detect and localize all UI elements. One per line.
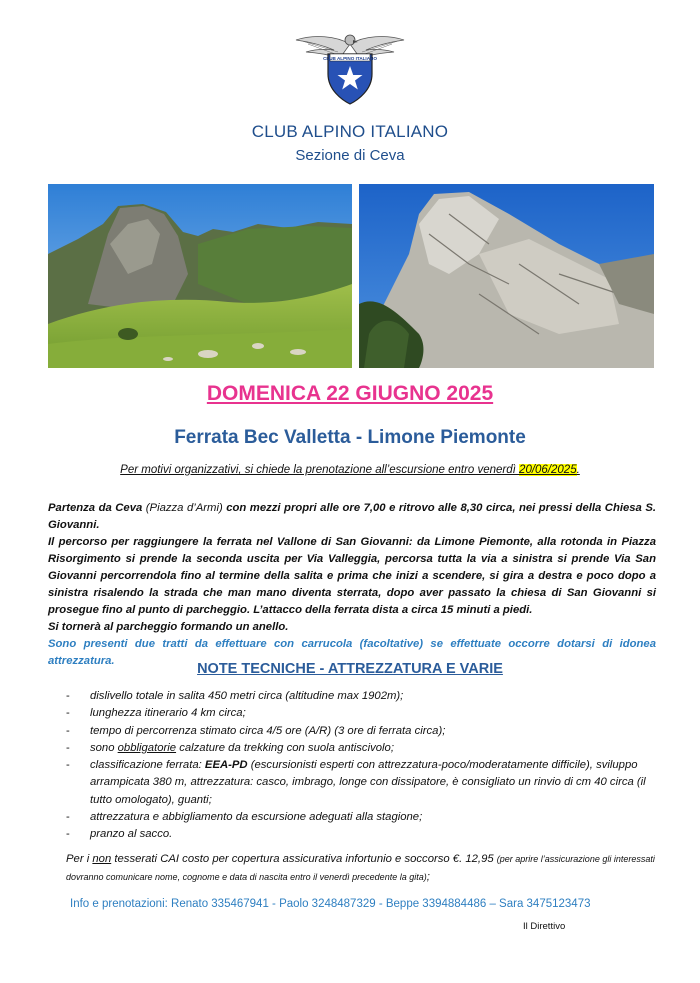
list-item-emphasis: obbligatorie: [117, 741, 177, 754]
list-item: [66, 826, 656, 843]
booking-deadline: 20/06/2025: [519, 464, 577, 476]
list-item: [66, 688, 656, 705]
cai-eagle-logo: [292, 30, 408, 108]
list-item-text: (escursionisti esperti con attrezzatura-poco/moderatamente difficile), sviluppo arrampicata 380 m, attrezzatura: casco, imbrago, longe con dissipatore, è consigliato un rinvio di cm 40 circa (il tutto omologato), guanti;: [90, 759, 646, 806]
departure-paragraph: [48, 500, 656, 534]
cost-emphasis: non: [92, 853, 112, 865]
loop-paragraph: Si tornerà al parcheggio formando un anello.: [48, 621, 289, 633]
list-item: [66, 723, 656, 740]
event-name: Ferrata Bec Valletta - Limone Piemonte: [174, 427, 526, 448]
list-dash: -: [66, 811, 70, 824]
club-section: Sezione di Ceva: [295, 147, 405, 164]
list-item-text: calzature da trekking con suola antiscivolo;: [176, 741, 394, 754]
list-dash: -: [66, 759, 70, 772]
rock-ridge-photo: [359, 184, 654, 368]
cost-text: Per i: [66, 853, 93, 865]
cost-text: tesserati CAI costo per copertura assicurativa infortunio e soccorso €. 12,95: [111, 853, 497, 865]
logo-text: CLUB ALPINO ITALIANO: [323, 55, 377, 61]
booking-note: [0, 464, 700, 476]
list-dash: -: [66, 690, 70, 702]
departure-place: (Piazza d’Armi): [142, 502, 227, 514]
list-dash: -: [66, 724, 70, 737]
booking-note-text: Per motivi organizzativi, si chiede la prenotazione all’escursione entro venerdì: [120, 464, 520, 476]
club-title: CLUB ALPINO ITALIANO: [251, 122, 449, 141]
notes-title: NOTE TECNICHE - ATTREZZATURA E VARIE: [197, 661, 503, 677]
departure-label: Partenza da Ceva: [48, 502, 143, 514]
list-item: [66, 809, 656, 826]
insurance-cost-note: [66, 850, 656, 886]
pulley-note: Sono presenti due tratti da effettuare con carrucola (facoltative) se effettuate occorre dotarsi di idonea attrezzatura.: [48, 638, 656, 667]
list-item-text: attrezzatura e abbigliamento da escursione adeguati alla stagione;: [90, 811, 423, 824]
booking-note-end: .: [576, 464, 580, 476]
list-dash: -: [66, 828, 70, 841]
departure-details: con mezzi propri alle ore 7,00 e ritrovo alle 8,30 circa, nei pressi della Chiesa S. Giovanni.: [48, 502, 657, 531]
list-item-text: tempo di percorrenza stimato circa 4/5 ore (A/R) (3 ore di ferrata circa);: [90, 724, 446, 737]
list-dash: -: [66, 741, 70, 754]
list-item-text: lunghezza itinerario 4 km circa;: [90, 707, 246, 720]
list-item-text: dislivello totale in salita 450 metri circa (altitudine max 1902m);: [90, 690, 404, 702]
mountain-meadow-photo: [48, 184, 352, 368]
technical-notes-list: [66, 688, 656, 844]
signature: Il Direttivo: [523, 921, 566, 932]
list-item: [66, 740, 656, 757]
list-item-text: sono: [90, 741, 118, 754]
route-paragraph: Il percorso per raggiungere la ferrata nel Vallone di San Giovanni: da Limone Piemonte, alla rotonda in Piazza Risorgimento si prende la seconda uscita per Via Valleggia, percorsa tutta la via a sinistra si prende Via San Giovanni percorrendola fino al termine della salita e prima che inizi a scendere, si gira a destra e poco dopo a sinistra risalendo la strada che man mano diventa sterrata, dopo aver passato la chiesa di San Giovanni si prosegue fino al punto di parcheggio. L’attacco della ferrata dista a circa 15 minuti a piedi.: [48, 536, 656, 616]
cost-text-end: ;: [426, 871, 430, 883]
list-item: [66, 705, 656, 722]
list-item-text: classificazione ferrata:: [90, 759, 205, 772]
ferrata-grade: EEA-PD: [204, 759, 248, 772]
cost-small-print: (per aprire l’assicurazione gli interessati dovranno comunicare nome, cognome e data di nascita entro il venerdì precedente la gita): [66, 854, 655, 882]
contacts-line: Info e prenotazioni: Renato 335467941 - Paolo 3248487329 - Beppe 3394884486 – Sara 3475123473: [70, 898, 591, 910]
list-dash: -: [66, 707, 70, 720]
event-date: DOMENICA 22 GIUGNO 2025: [206, 382, 494, 405]
list-item: [66, 757, 656, 809]
list-item-text: pranzo al sacco.: [90, 828, 173, 841]
description: [48, 500, 656, 670]
